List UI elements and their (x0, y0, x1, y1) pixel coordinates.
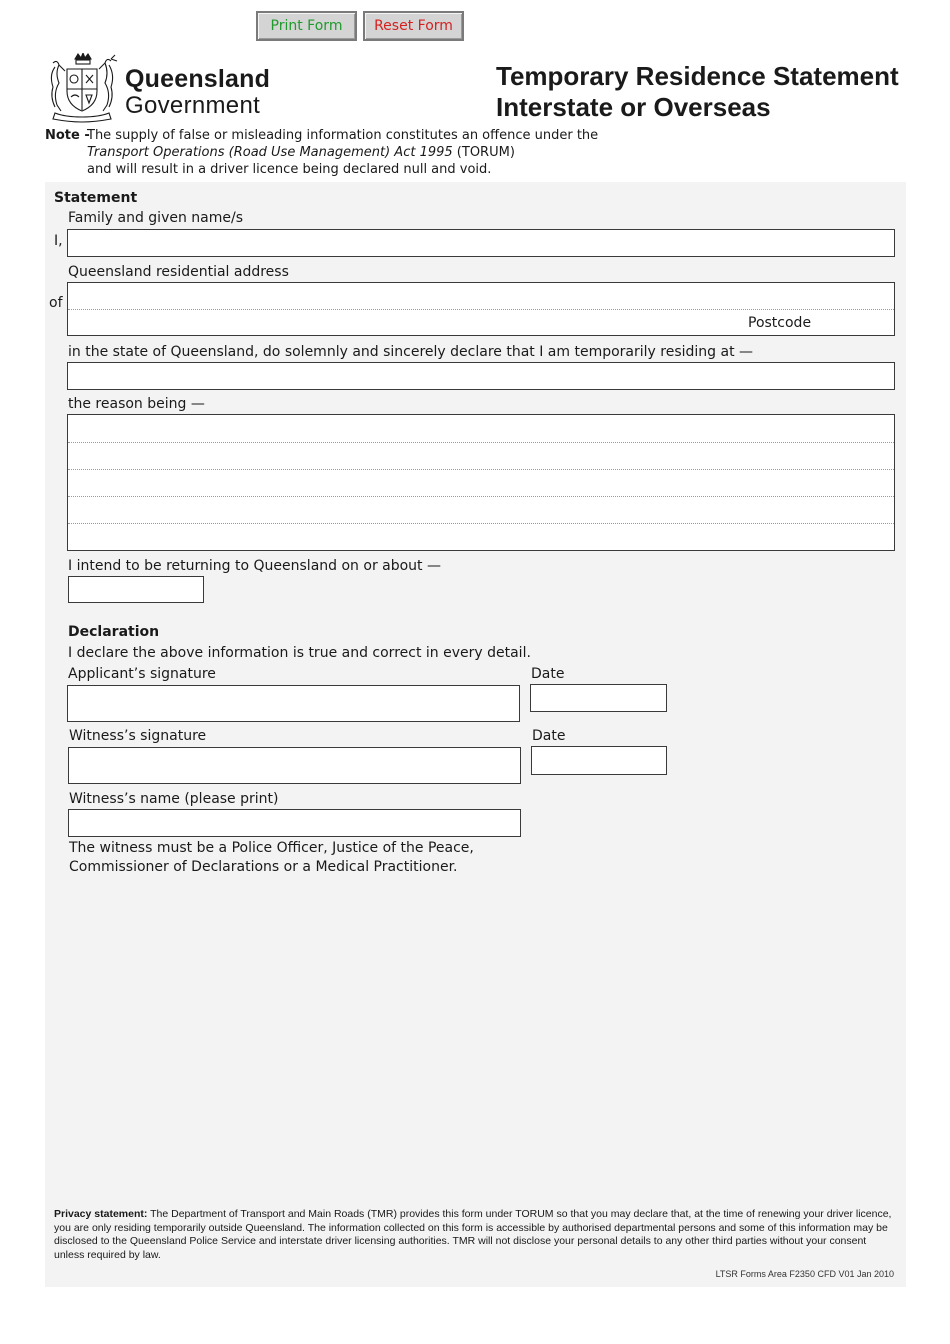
residing-label: in the state of Queensland, do solemnly and sincerely declare that I am temporarily residing at — (68, 344, 754, 360)
name-label: Family and given name/s (68, 210, 243, 226)
reason-line-1 (68, 442, 894, 443)
address-divider (68, 309, 894, 310)
applicant-date-input[interactable] (531, 685, 666, 711)
witness-note-line2: Commissioner of Declarations or a Medical Practitioner. (69, 859, 458, 875)
privacy-text: The Department of Transport and Main Roads (TMR) provides this form under TORUM so that you may declare that, at the time of renewing your driver licence, you are only residing temporarily outside Queensland. The information collected on this form is accessible by authorised departmental persons and some of this information may be disclosed to the Queensland Police Service and interstate driver licensing authorities. TMR will not disclose your personal details to any other third parties without your consent unless required by law. (54, 1208, 892, 1261)
applicant-signature-field-box (67, 685, 520, 722)
form-title-line1: Temporary Residence Statement (496, 61, 899, 91)
note-line1: The supply of false or misleading information constitutes an offence under the (87, 128, 599, 143)
postcode-label: Postcode (748, 315, 812, 331)
return-label: I intend to be returning to Queensland on or about — (68, 558, 441, 574)
residing-field-box (67, 362, 895, 390)
name-field-box (67, 229, 895, 257)
form-title-line2: Interstate or Overseas (496, 92, 771, 122)
privacy-statement (54, 1208, 896, 1262)
note-label: Note - (45, 128, 90, 143)
witness-signature-field-box (68, 747, 521, 784)
address-field-box (67, 282, 895, 336)
note-line3: and will result in a driver licence being declared null and void. (87, 162, 492, 177)
witness-name-label: Witness’s name (please print) (69, 791, 279, 807)
witness-date-input[interactable] (532, 747, 666, 774)
reason-line-3 (68, 496, 894, 497)
declaration-text: I declare the above information is true and correct in every detail. (68, 645, 531, 661)
brand-name-line1: Queensland (125, 65, 271, 93)
witness-name-field-box (68, 809, 521, 837)
note-line2 (87, 145, 515, 160)
statement-heading: Statement (54, 190, 138, 206)
reset-form-button[interactable]: Reset Form (363, 11, 464, 41)
name-prefix: I, (54, 233, 63, 249)
applicant-signature-input[interactable] (68, 686, 519, 721)
print-form-button[interactable]: Print Form (256, 11, 357, 41)
residing-input[interactable] (68, 363, 894, 389)
witness-signature-label: Witness’s signature (69, 728, 207, 744)
brand-name-line2: Government (125, 92, 261, 119)
form-code: LTSR Forms Area F2350 CFD V01 Jan 2010 (715, 1269, 894, 1279)
note-act-abbrev: (TORUM) (452, 145, 515, 160)
applicant-date-label: Date (531, 666, 565, 682)
reason-line-2 (68, 469, 894, 470)
return-date-field-box (68, 576, 204, 603)
witness-date-field-box (531, 746, 667, 775)
reason-label: the reason being — (68, 396, 205, 412)
witness-name-input[interactable] (69, 810, 520, 836)
address-prefix: of (49, 295, 63, 311)
return-date-input[interactable] (69, 577, 203, 602)
queensland-coat-of-arms-icon (45, 53, 120, 123)
witness-signature-input[interactable] (69, 748, 520, 783)
reason-field-box (67, 414, 895, 551)
witness-note-line1: The witness must be a Police Officer, Justice of the Peace, (69, 840, 474, 856)
witness-date-label: Date (532, 728, 566, 744)
reason-input[interactable] (68, 415, 894, 550)
note-act-name: Transport Operations (Road Use Management) Act 1995 (87, 145, 453, 160)
name-input[interactable] (68, 230, 894, 256)
reason-line-4 (68, 523, 894, 524)
applicant-signature-label: Applicant’s signature (68, 666, 216, 682)
privacy-label: Privacy statement: (54, 1208, 148, 1220)
declaration-heading: Declaration (68, 624, 160, 640)
applicant-date-field-box (530, 684, 667, 712)
address-label: Queensland residential address (68, 264, 289, 280)
